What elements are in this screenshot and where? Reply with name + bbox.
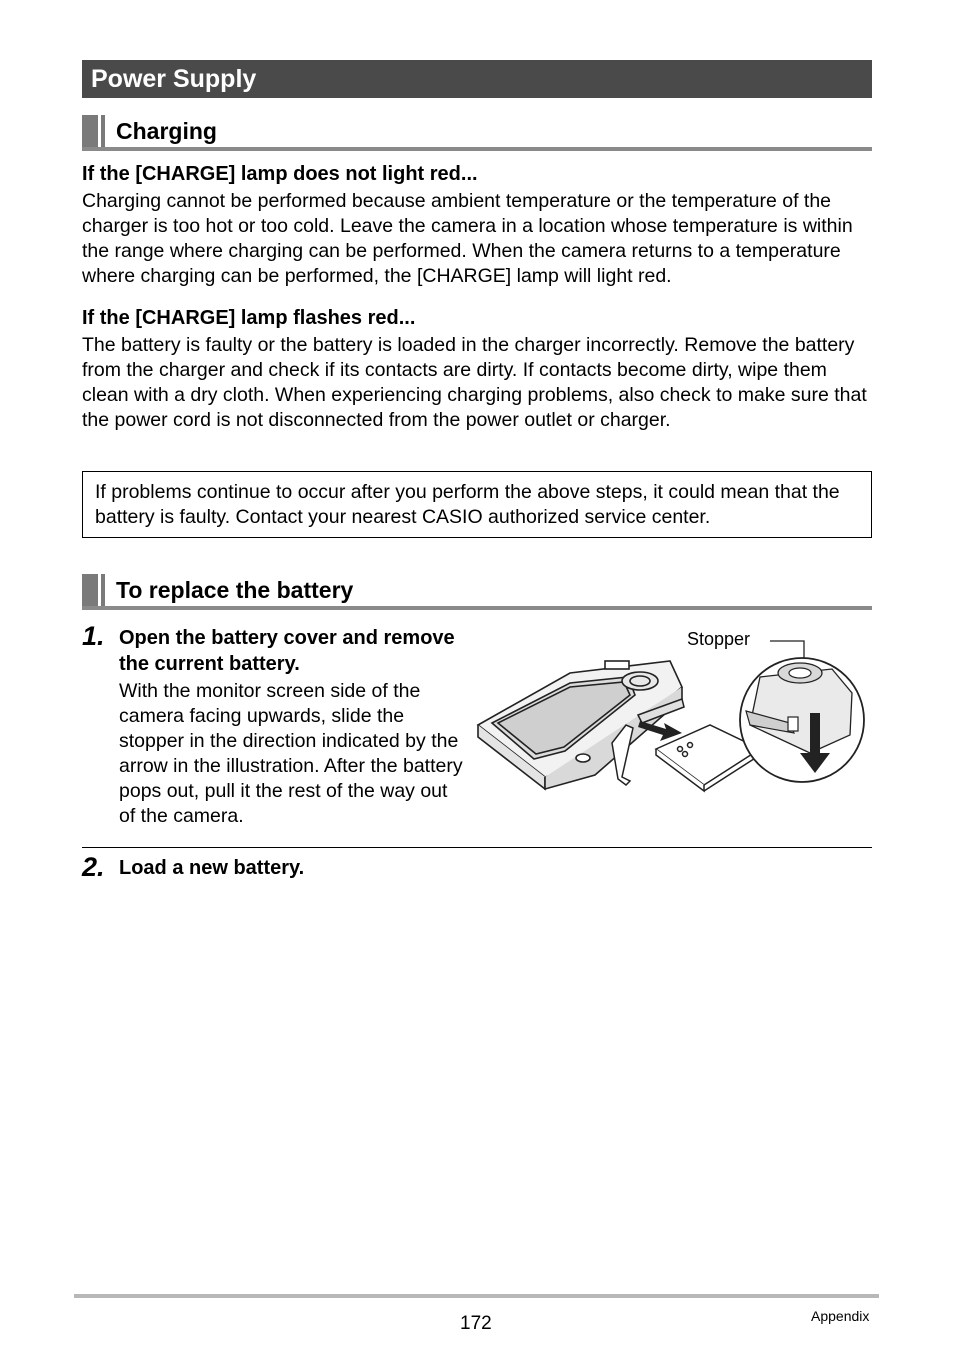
battery-replacement-illustration [470, 625, 870, 815]
note-text: If problems continue to occur after you perform the above steps, it could mean that the battery is faulty. Contact your nearest CASIO authorized service center. [95, 481, 840, 528]
stopper-label: Stopper [687, 629, 751, 649]
replace-heading-text: To replace the battery [116, 577, 354, 603]
heading-marker-thin [101, 115, 105, 147]
step-divider [82, 847, 872, 848]
step-number-2: 2. [82, 852, 105, 882]
item-title-flashes: If the [CHARGE] lamp flashes red... [82, 307, 416, 329]
footer-rule [74, 1294, 879, 1298]
replace-heading [82, 572, 872, 610]
heading-marker-thin [101, 574, 105, 606]
section-title-bar [82, 60, 872, 98]
section-title: Power Supply [91, 65, 257, 93]
zoom-detail-drawing [740, 658, 864, 782]
charging-heading [82, 113, 872, 151]
page-number: 172 [460, 1313, 492, 1334]
note-box [82, 471, 872, 538]
charging-heading-text: Charging [116, 118, 217, 144]
heading-underline [82, 147, 872, 151]
item-body-no-light: Charging cannot be performed because ambient temperature or the temperature of the charger is too hot or too cold. Leave the camera in a location whose temperature is within the range where charging can be performed. When the camera returns to a temperature where charging can be performed, the [CHARGE] lamp will light red. [82, 190, 853, 287]
heading-marker [82, 115, 98, 147]
heading-underline [82, 606, 872, 610]
item-body-flashes: The battery is faulty or the battery is loaded in the charger incorrectly. Remove the battery from the charger and check if its contacts are dirty. If contacts become dirty, wipe them clean with a dry cloth. When experiencing charging problems, also check to make sure that the power cord is not disconnected from the power outlet or charger. [82, 334, 867, 431]
step-title-2: Load a new battery. [119, 857, 305, 879]
item-title-no-light: If the [CHARGE] lamp does not light red... [82, 163, 478, 185]
heading-marker [82, 574, 98, 606]
step-body-1: With the monitor screen side of the camera facing upwards, slide the stopper in the direction indicated by the arrow in the illustration. After the battery pops out, pull it the rest of the way out of the camera. [119, 680, 463, 827]
step-title-1: Open the battery cover and remove the current battery. [119, 627, 455, 675]
step-number-1: 1. [82, 621, 105, 651]
footer-section-label: Appendix [811, 1308, 870, 1324]
